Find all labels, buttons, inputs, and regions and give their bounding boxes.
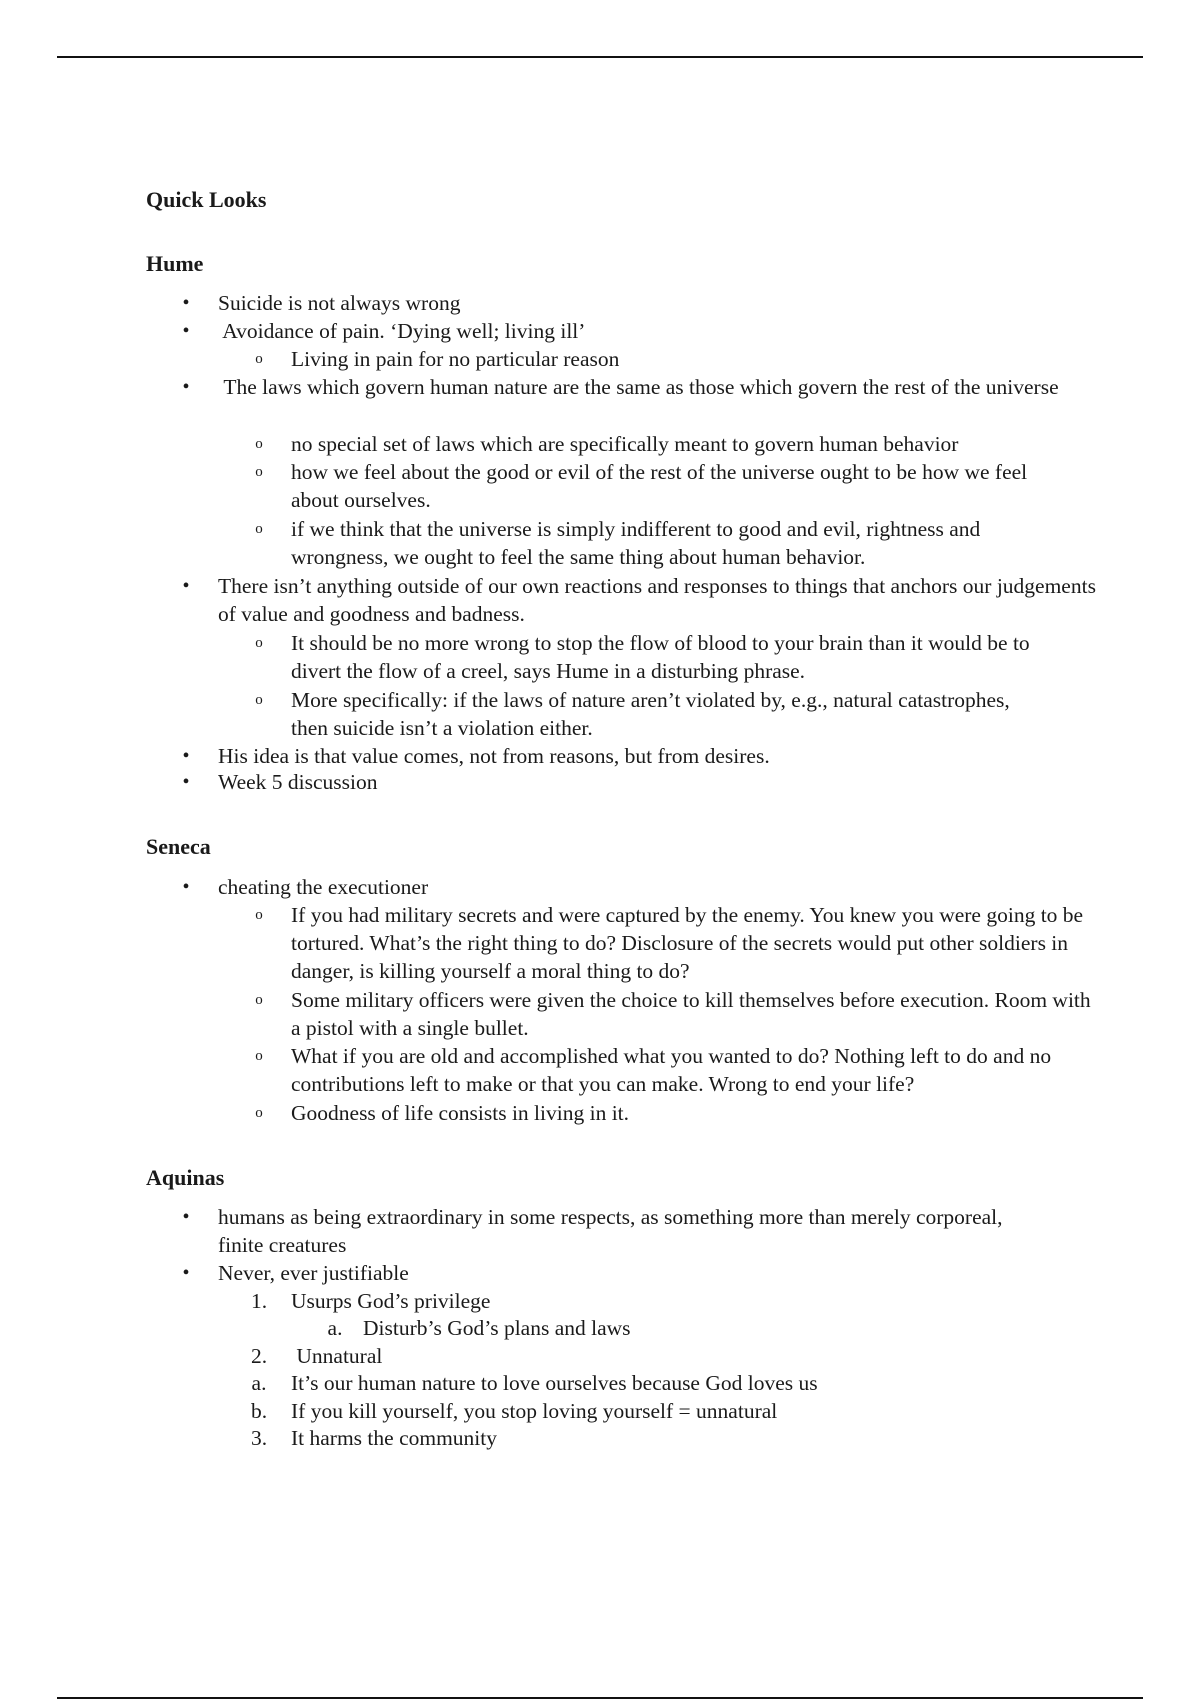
- list-item: [182, 768, 1098, 796]
- list-item-text: Some military officers were given the choice to kill themselves before execution. Room with a pistol with a single bullet.: [291, 988, 1091, 1040]
- list-item: [182, 373, 1098, 401]
- bullet-icon: •: [182, 575, 190, 597]
- list-item: [255, 515, 1071, 571]
- list-item-text: cheating the executioner: [218, 875, 429, 899]
- list-item: [182, 289, 1098, 317]
- list-item-text: There isn’t anything outside of our own reactions and responses to things that anchors our judgements of value and goodness and badness.: [218, 574, 1096, 626]
- list-item: [255, 686, 1011, 742]
- numbered-item: [250, 1342, 1098, 1370]
- circle-bullet-icon: o: [255, 635, 263, 651]
- list-item: [255, 629, 1081, 685]
- circle-bullet-icon: o: [255, 351, 263, 367]
- list-item-text: Avoidance of pain. ‘Dying well; living ill’: [218, 319, 586, 343]
- list-item: [255, 458, 1071, 514]
- lettered-item: [251, 1369, 1098, 1397]
- list-item: [182, 873, 1098, 901]
- section-heading-seneca: Seneca: [146, 834, 211, 859]
- list-item-text: Week 5 discussion: [218, 770, 378, 794]
- list-item-text: It’s our human nature to love ourselves because God loves us: [291, 1371, 818, 1395]
- list-number: 3.: [250, 1426, 268, 1450]
- list-item-text: Living in pain for no particular reason: [291, 347, 620, 371]
- list-item-text: no special set of laws which are specifically meant to govern human behavior: [291, 432, 959, 456]
- list-item-text: More specifically: if the laws of nature aren’t violated by, e.g., natural catastrophes, then suicide isn’t a violation either.: [291, 688, 1010, 740]
- bullet-icon: •: [182, 1206, 190, 1228]
- list-item-text: Goodness of life consists in living in it.: [291, 1101, 630, 1125]
- list-item-text: if we think that the universe is simply indifferent to good and evil, rightness and wrongness, we ought to feel the same thing about human behavior.: [291, 517, 981, 569]
- list-item-text: Disturb’s God’s plans and laws: [363, 1316, 631, 1340]
- list-item-text: Never, ever justifiable: [218, 1261, 409, 1285]
- list-letter: b.: [250, 1399, 268, 1423]
- list-item: [255, 1099, 1098, 1127]
- lettered-item: [250, 1397, 1098, 1425]
- list-item: [255, 430, 1098, 458]
- list-item-text: If you had military secrets and were captured by the enemy. You knew you were going to be tortured. What’s the right thing to do? Disclosure of the secrets would put other soldiers in danger, is killing yourself a moral thing to do?: [291, 903, 1084, 983]
- list-item: [182, 1203, 1018, 1259]
- list-item-text: His idea is that value comes, not from reasons, but from desires.: [218, 744, 770, 768]
- circle-bullet-icon: o: [255, 1048, 263, 1064]
- list-item-text: The laws which govern human nature are the same as those which govern the rest of the universe: [218, 375, 1059, 399]
- list-item: [255, 345, 1098, 373]
- circle-bullet-icon: o: [255, 907, 263, 923]
- lettered-item: [327, 1314, 1098, 1342]
- list-item: [182, 317, 1098, 345]
- circle-bullet-icon: o: [255, 1105, 263, 1121]
- circle-bullet-icon: o: [255, 992, 263, 1008]
- list-item-text: It should be no more wrong to stop the flow of blood to your brain than it would be to divert the flow of a creel, says Hume in a disturbing phrase.: [291, 631, 1030, 683]
- bullet-icon: •: [182, 320, 190, 342]
- list-item-text: It harms the community: [291, 1426, 498, 1450]
- list-item-text: Suicide is not always wrong: [218, 291, 461, 315]
- bullet-icon: •: [182, 745, 190, 767]
- list-number: 2.: [250, 1344, 268, 1368]
- bullet-icon: •: [182, 376, 190, 398]
- list-item-text: how we feel about the good or evil of the rest of the universe ought to be how we feel about ourselves.: [291, 460, 1028, 512]
- list-letter: a.: [251, 1371, 267, 1395]
- bullet-icon: •: [182, 876, 190, 898]
- list-number: 1.: [250, 1289, 268, 1313]
- list-letter: a.: [327, 1316, 343, 1340]
- list-item: [182, 572, 1098, 628]
- circle-bullet-icon: o: [255, 692, 263, 708]
- bullet-icon: •: [182, 292, 190, 314]
- section-heading-aquinas: Aquinas: [146, 1165, 225, 1190]
- circle-bullet-icon: o: [255, 521, 263, 537]
- bullet-icon: •: [182, 1262, 190, 1284]
- page-title: Quick Looks: [146, 187, 267, 212]
- section-heading-hume: Hume: [146, 251, 204, 276]
- list-item: [182, 742, 1098, 770]
- numbered-item: [250, 1424, 1098, 1452]
- circle-bullet-icon: o: [255, 464, 263, 480]
- list-item-text: If you kill yourself, you stop loving yourself = unnatural: [291, 1399, 778, 1423]
- list-item: [255, 901, 1098, 985]
- list-item-text: Usurps God’s privilege: [291, 1289, 491, 1313]
- list-item: [182, 1259, 1098, 1287]
- bullet-icon: •: [182, 771, 190, 793]
- list-item-text: What if you are old and accomplished what you wanted to do? Nothing left to do and no contributions left to make or that you can make. Wrong to end your life?: [291, 1044, 1052, 1096]
- list-item-text: humans as being extraordinary in some respects, as something more than merely corporeal, finite creatures: [218, 1205, 1003, 1257]
- list-item-text: Unnatural: [291, 1344, 383, 1368]
- circle-bullet-icon: o: [255, 436, 263, 452]
- list-item: [255, 986, 1098, 1042]
- list-item: [255, 1042, 1098, 1098]
- numbered-item: [250, 1287, 1098, 1315]
